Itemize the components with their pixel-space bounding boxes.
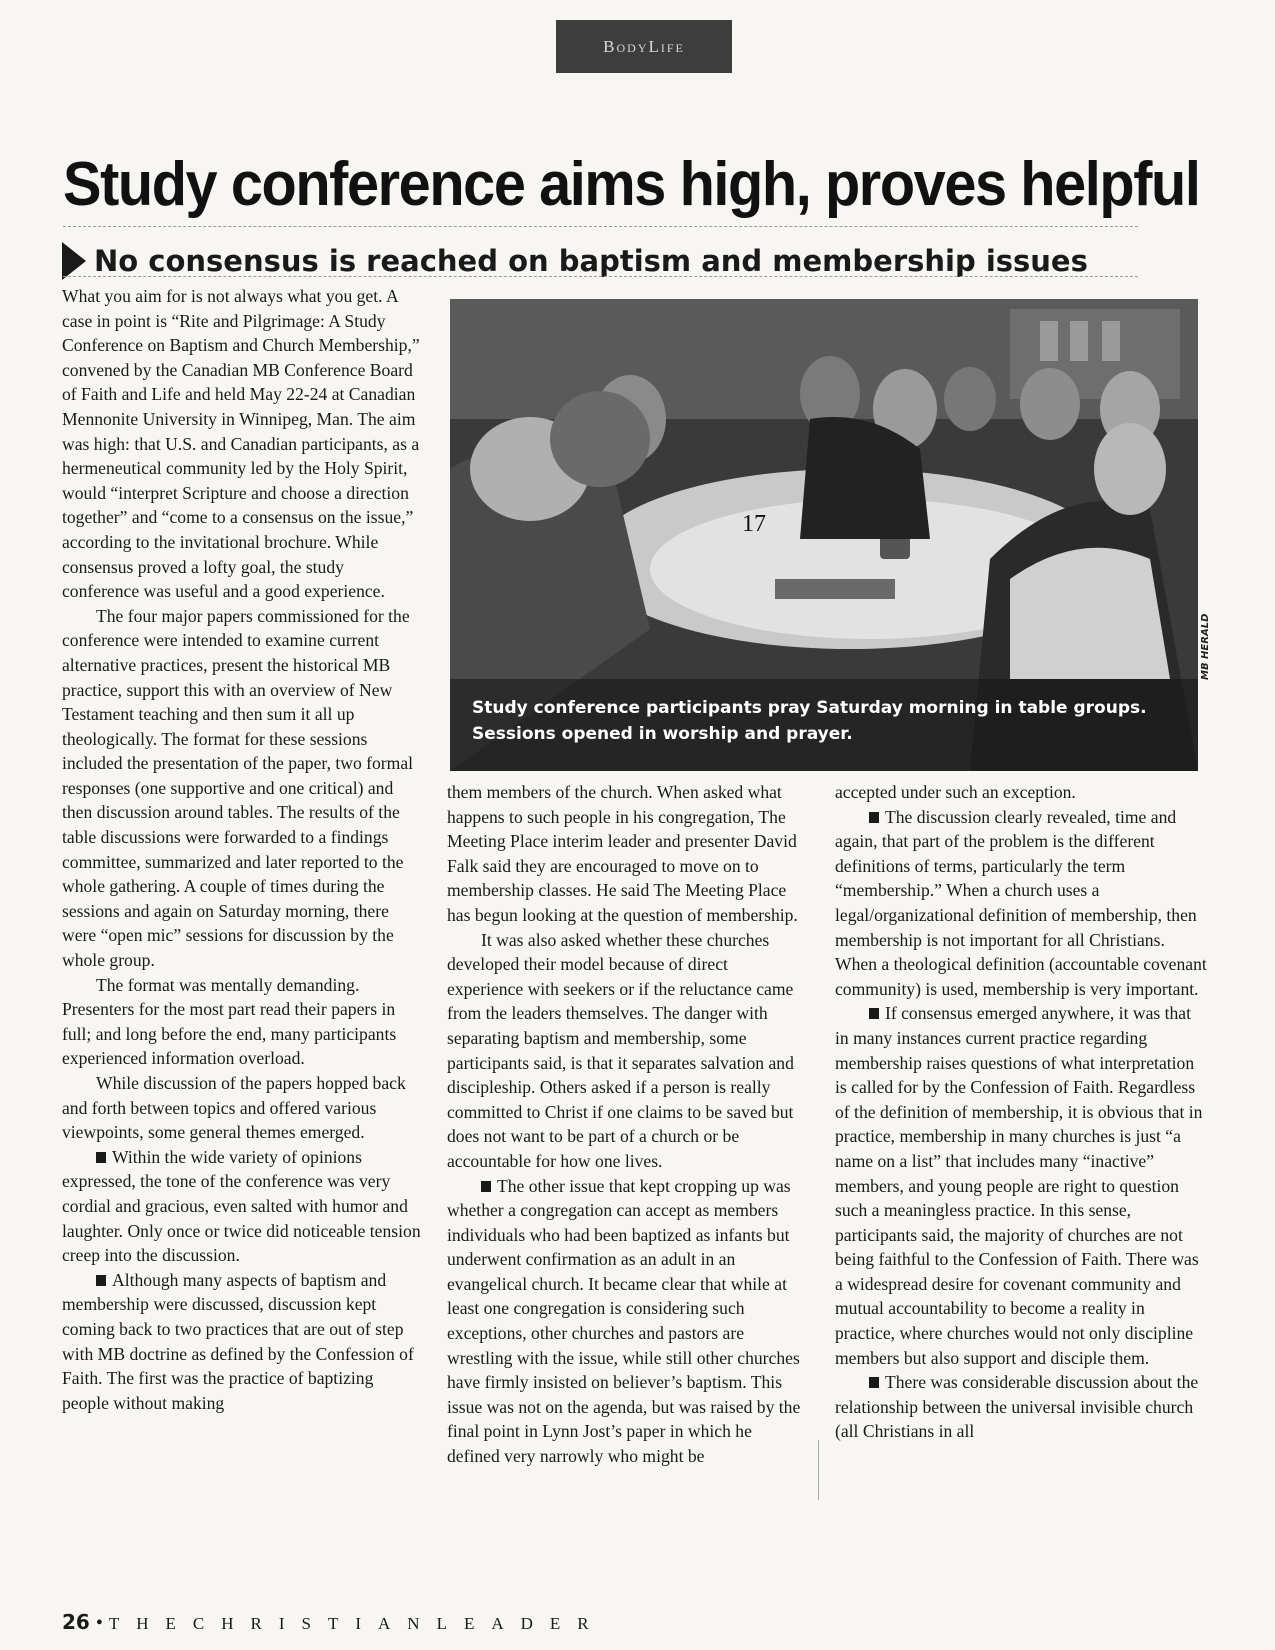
arrow-icon: [62, 242, 86, 280]
headline: Study conference aims high, proves helpful: [63, 150, 1200, 219]
page-number: 26: [62, 1610, 90, 1634]
deck: [62, 242, 1088, 280]
bullet-icon: [869, 1008, 879, 1019]
bullet-icon: [96, 1275, 106, 1286]
photo-caption: [450, 679, 1198, 771]
paragraph: There was considerable discussion about the relationship between the universal invisible church (all Christians in all: [835, 1372, 1199, 1442]
article-column-1: [62, 284, 424, 1415]
paragraph: If consensus emerged anywhere, it was that in many instances current practice regarding membership raises questions of what interpretation is called for by the Confession of Faith. Regardless of the definition of membership, it is obvious that in practice, membership in many churches is just “a name on a list” that includes many “inactive” members, and young people are right to question such a meaningless practice. In this sense, participants said, the majority of churches are not being faithful to the Confession of Faith. There was a widespread desire for covenant community and mutual accountability to become a reality in practice, where churches would not only discipline members but also support and disciple them.: [835, 1003, 1203, 1368]
section-label: BodyLife: [556, 20, 732, 73]
paragraph: The four major papers commissioned for the conference were intended to examine current alternative practices, present the historical MB practice, support this with an overview of New Testament teaching and then sum it all up theologically. The format for these sessions included the presentation of the paper, two formal responses (one supportive and one critical) and then discussion around tables. The results of the table discussions were forwarded to a findings committee, summarized and later reported to the whole gathering. A couple of times during the sessions and again on Saturday morning, there were “open mic” sessions for discussion by the whole group.: [62, 605, 414, 971]
photo-credit: MB HERALD: [1200, 613, 1211, 680]
divider: [63, 226, 1138, 227]
publication-name: THECHRISTIANLEADER: [108, 1614, 606, 1633]
paragraph: The format was mentally demanding. Presenters for the most part read their papers in full; and long before the end, many participants experienced information overload.: [62, 974, 397, 1069]
divider: [63, 276, 1138, 277]
bullet-icon: [869, 1377, 879, 1388]
paragraph: accepted under such an exception.: [835, 782, 1076, 802]
paragraph: The other issue that kept cropping up was whether a congregation can accept as members individuals who had been baptized as infants but underwent confirmation as an adult in an evangelical church. It became clear that while at least one congregation is considering such exceptions, other churches and pastors are wrestling with the issue, while still other churches have firmly insisted on believer’s baptism. This issue was not on the agenda, but was raised by the final point in Lynn Jost’s paper in which he defined very narrowly who might be: [447, 1175, 801, 1467]
deck-text: No consensus is reached on baptism and membership issues: [94, 244, 1088, 278]
paragraph: Although many aspects of baptism and membership were discussed, discussion kept coming back to two practices that are out of step with MB doctrine as defined by the Confession of Faith. The first was the practice of baptizing people without making: [62, 1269, 414, 1413]
column-divider: [818, 1440, 819, 1500]
bullet-icon: [481, 1181, 491, 1192]
paragraph: It was also asked whether these churches developed their model because of direct experience with seekers or if the reluctance came from the leaders themselves. The danger with separating baptism and membership, some participants said, is that it separates salvation and discipleship. Others asked if a person is really committed to Christ if one claims to be saved but does not want to be part of a church or be accountable for how one lives.: [447, 929, 794, 1171]
conference-photo: [450, 299, 1198, 771]
separator-dot: •: [95, 1612, 103, 1634]
paragraph: Within the wide variety of opinions expressed, the tone of the conference was very cordial and gracious, even salted with humor and laughter. Only once or twice did noticeable tension creep into the discussion.: [62, 1146, 421, 1266]
paragraph: What you aim for is not always what you get. A case in point is “Rite and Pilgrimage: A Study Conference on Baptism and Church Membership,” convened by the Canadian MB Conference Board of Faith and Life and held May 22-24 at Canadian Mennonite University in Winnipeg, Man. The aim was high: that U.S. and Canadian participants, as a hermeneutical community led by the Holy Spirit, would “interpret Scripture and choose a direction together” and “come to a consensus on the issue,” according to the invitational brochure. While consensus proved a lofty goal, the study conference was useful and a good experience.: [62, 286, 420, 602]
paragraph: While discussion of the papers hopped back and forth between topics and offered various viewpoints, some general themes emerged.: [62, 1073, 406, 1143]
article-column-2: [447, 780, 802, 1469]
caption-line: Sessions opened in worship and prayer.: [472, 724, 853, 744]
article-column-3: [835, 780, 1207, 1444]
table-card: 17: [742, 511, 766, 537]
bullet-icon: [869, 812, 879, 823]
caption-line: Study conference participants pray Saturday morning in table groups.: [472, 698, 1147, 718]
bullet-icon: [96, 1152, 106, 1163]
paragraph: The discussion clearly revealed, time and again, that part of the problem is the different definitions of terms, particularly the term “membership.” When a church uses a legal/organizational definition of membership, then membership is not important for all Christians. When a theological definition (accountable covenant community) is used, membership is very important.: [835, 806, 1207, 999]
page-footer: [62, 1610, 606, 1635]
paragraph: them members of the church. When asked what happens to such people in his congregation, The Meeting Place interim leader and presenter David Falk said they are encouraged to move on to membership classes. He said The Meeting Place has begun looking at the question of membership.: [447, 782, 798, 925]
